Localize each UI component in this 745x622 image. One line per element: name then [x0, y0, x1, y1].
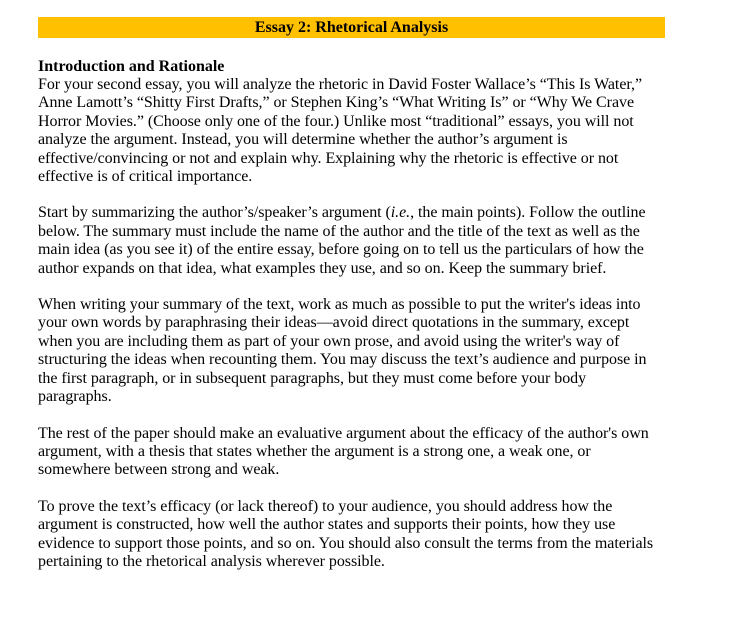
paragraph-line: argument, with a thesis that states whether the argument is a strong one, a weak one, or [38, 442, 591, 460]
paragraph-line: For your second essay, you will analyze the rhetoric in David Foster Wallace’s “This Is Water,” [38, 76, 643, 93]
paragraph-line: argument is constructed, how well the author states and supports their points, how they use [38, 516, 616, 534]
paragraph-line: when you are including them as part of your own prose, and avoid using the writer's way of [38, 332, 620, 350]
paragraph-summary [38, 204, 668, 278]
paragraph-line: Horror Movies.” (Choose only one of the four.) Unlike most “traditional” essays, you will not [38, 112, 634, 130]
paragraph-proof [38, 498, 668, 572]
paragraph-line: effective/convincing or not and explain why. Explaining why the rhetoric is effective or not [38, 149, 619, 167]
paragraph-line: To prove the text’s efficacy (or lack thereof) to your audience, you should address how the [38, 497, 613, 515]
paragraph-line: The rest of the paper should make an evaluative argument about the efficacy of the author's own [38, 424, 649, 442]
paragraph-line: effective is of critical importance. [38, 168, 253, 186]
paragraph-line: your own words by paraphrasing their ideas—avoid direct quotations in the summary, except [38, 314, 630, 332]
paragraph-line: pertaining to the rhetorical analysis wherever possible. [38, 552, 385, 570]
paragraph-intro [38, 76, 668, 186]
paragraph-line: evidence to support those points, and so on. You should also consult the terms from the materials [38, 534, 654, 552]
paragraph-line: When writing your summary of the text, work as much as possible to put the writer's ideas into [38, 296, 641, 314]
paragraph-line: below. The summary must include the name of the author and the title of the text as well as the [38, 222, 640, 240]
paragraph-line: paragraphs. [38, 388, 112, 406]
paragraph-line: Start by summarizing the author’s/speaker’s argument (i.e., the main points). Follow the outline [38, 204, 646, 222]
paragraph-line: author expands on that idea, what examples they use, and so on. Keep the summary brief. [38, 259, 607, 277]
paragraph-line: the first paragraph, or in subsequent paragraphs, but they must come before your body [38, 369, 587, 387]
document-page [38, 17, 668, 571]
paragraph-paraphrase [38, 296, 668, 406]
paragraph-evaluation [38, 425, 668, 480]
paragraph-line: Anne Lamott’s “Shitty First Drafts,” or Stephen King’s “What Writing Is” or “Why We Crave [38, 94, 635, 112]
paragraph-line: main idea (as you see it) of the entire essay, before going on to tell us the particulars of how the [38, 241, 644, 259]
paragraph-line: analyze the argument. Instead, you will determine whether the author’s argument is [38, 131, 568, 149]
document-title: Essay 2: Rhetorical Analysis [38, 17, 665, 38]
paragraph-line: structuring the ideas when recounting them. You may discuss the text’s audience and purpose in [38, 351, 647, 369]
paragraph-line: somewhere between strong and weak. [38, 461, 280, 479]
section-heading: Introduction and Rationale [38, 58, 225, 75]
